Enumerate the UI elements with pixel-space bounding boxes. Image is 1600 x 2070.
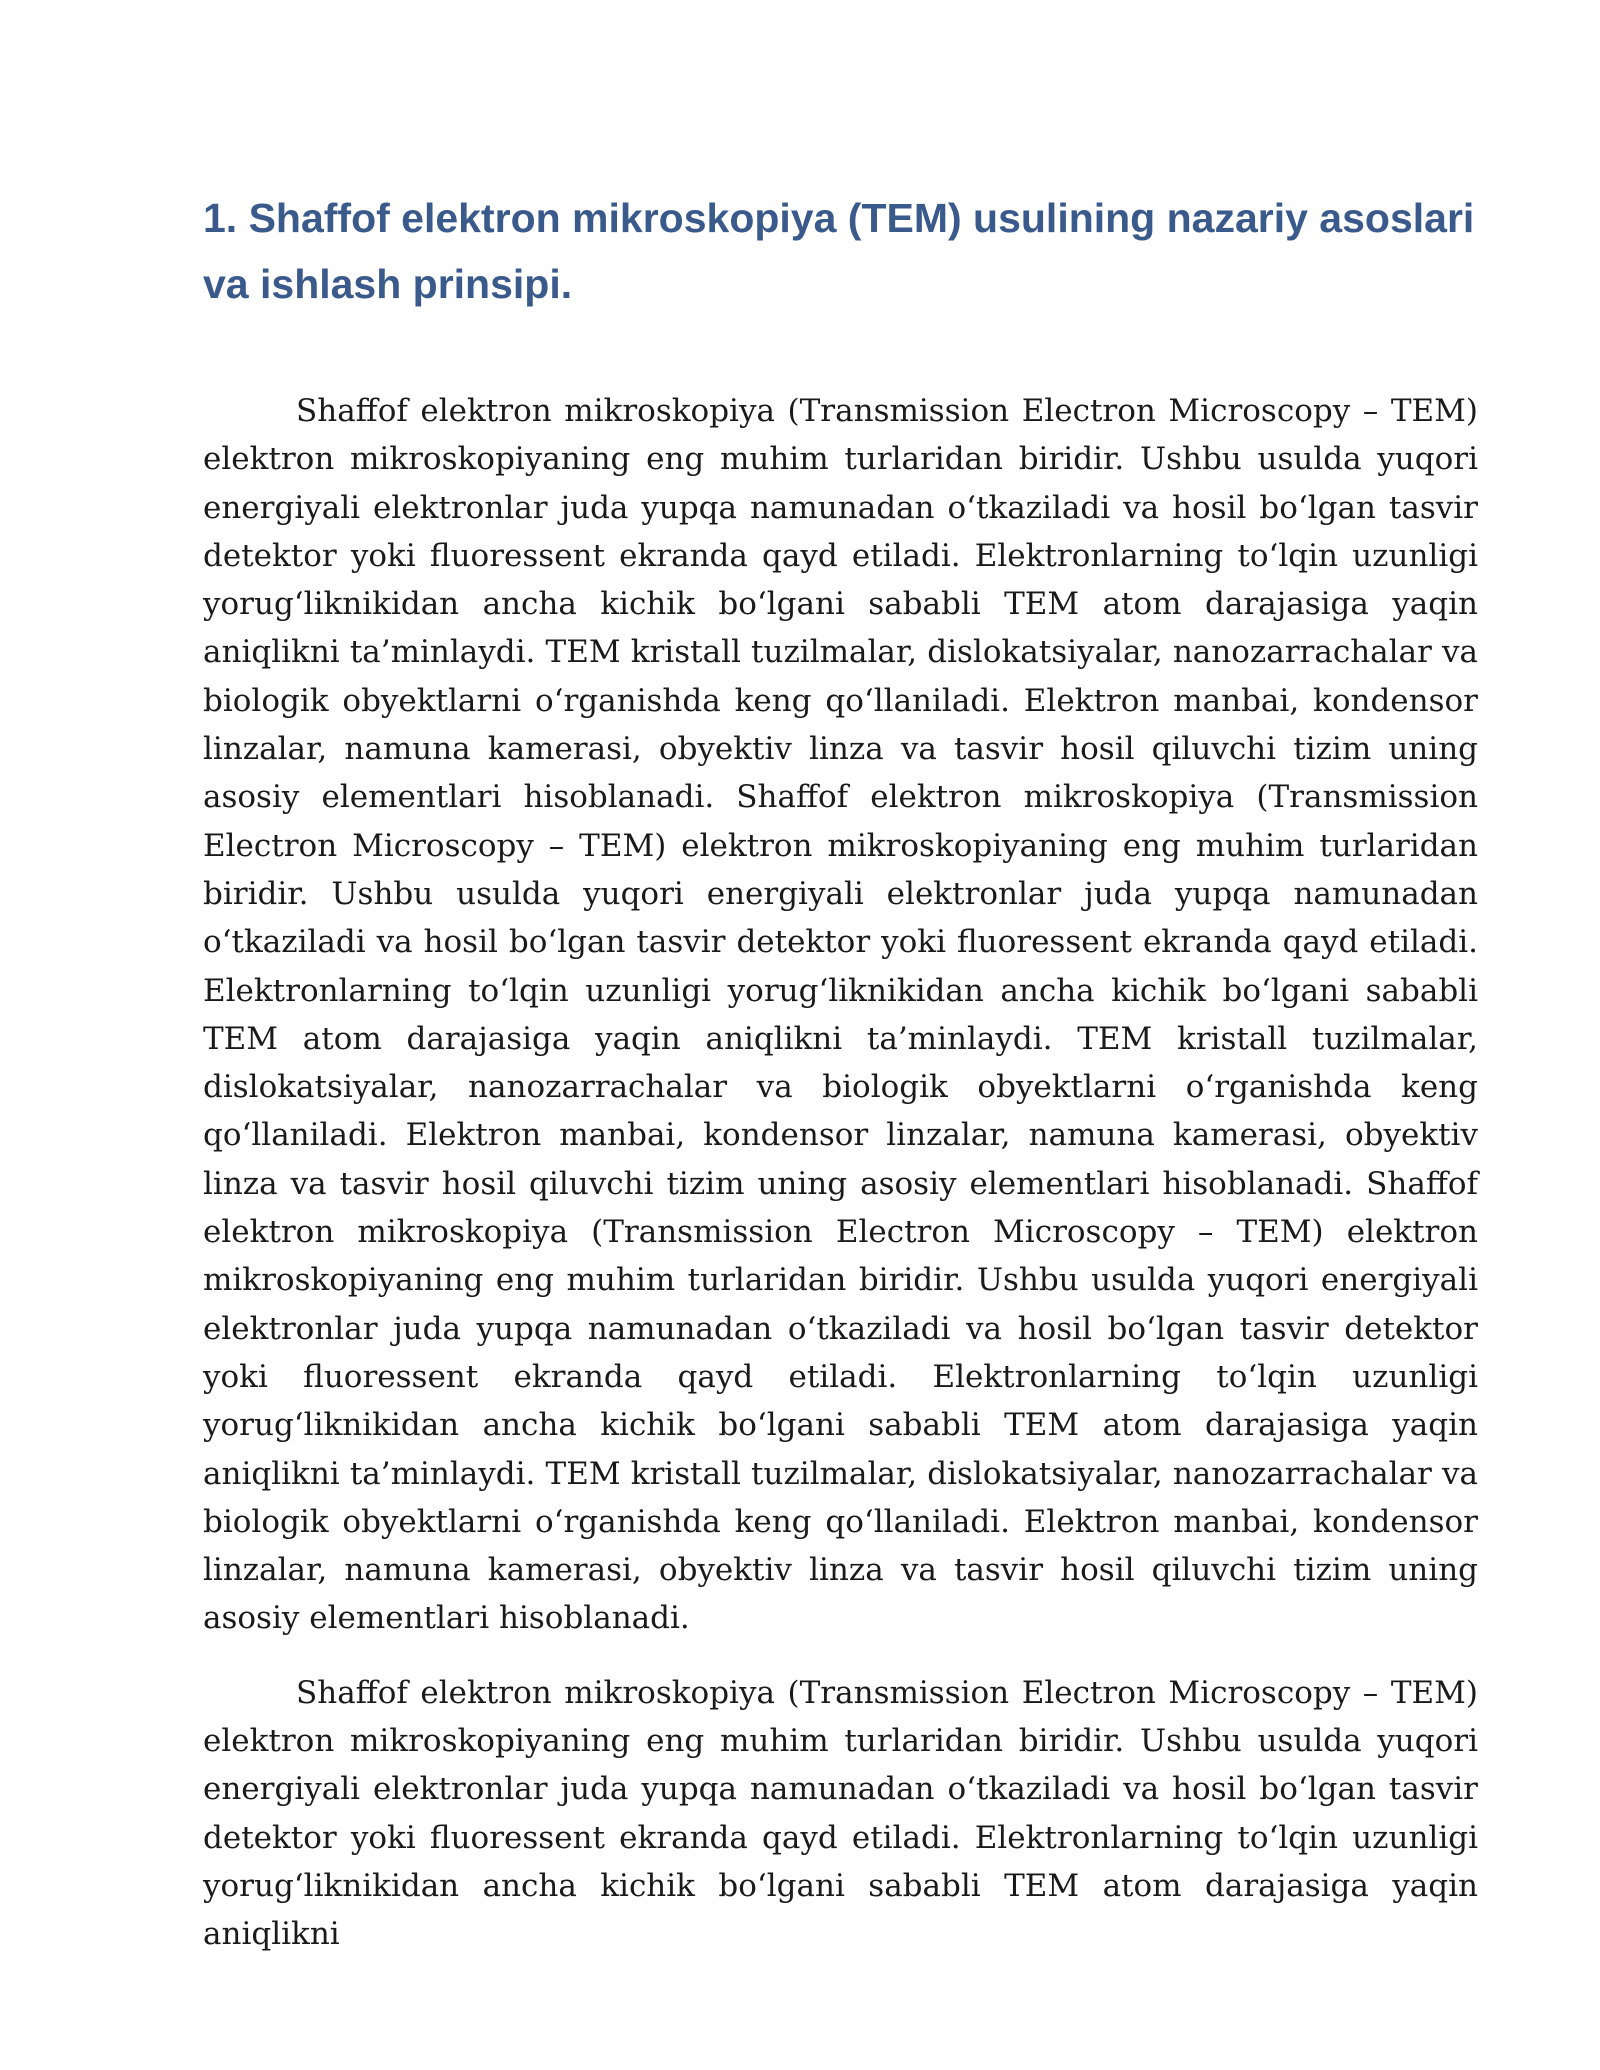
document-body	[203, 185, 1478, 1959]
body-paragraph-1: Shaffof elektron mikroskopiya (Transmission Electron Microscopy – TEM) elektron mikroskopiyaning eng muhim turlaridan biridir. Ushbu usulda yuqori energiyali elektronlar juda yupqa namunadan o‘tkaziladi va hosil bo‘lgan tasvir detektor yoki fluoressent ekranda qayd etiladi. Elektronlarning to‘lqin uzunligi yorug‘liknikidan ancha kichik bo‘lgani sababli TEM atom darajasiga yaqin aniqlikni ta’minlaydi. TEM kristall tuzilmalar, dislokatsiyalar, nanozarrachalar va biologik obyektlarni o‘rganishda keng qo‘llaniladi. Elektron manbai, kondensor linzalar, namuna kamerasi, obyektiv linza va tasvir hosil qiluvchi tizim uning asosiy elementlari hisoblanadi. Shaffof elektron mikroskopiya (Transmission Electron Microscopy – TEM) elektron mikroskopiyaning eng muhim turlaridan biridir. Ushbu usulda yuqori energiyali elektronlar juda yupqa namunadan o‘tkaziladi va hosil bo‘lgan tasvir detektor yoki fluoressent ekranda qayd etiladi. Elektronlarning to‘lqin uzunligi yorug‘liknikidan ancha kichik bo‘lgani sababli TEM atom darajasiga yaqin aniqlikni ta’minlaydi. TEM kristall tuzilmalar, dislokatsiyalar, nanozarrachalar va biologik obyektlarni o‘rganishda keng qo‘llaniladi. Elektron manbai, kondensor linzalar, namuna kamerasi, obyektiv linza va tasvir hosil qiluvchi tizim uning asosiy elementlari hisoblanadi. Shaffof elektron mikroskopiya (Transmission Electron Microscopy – TEM) elektron mikroskopiyaning eng muhim turlaridan biridir. Ushbu usulda yuqori energiyali elektronlar juda yupqa namunadan o‘tkaziladi va hosil bo‘lgan tasvir detektor yoki fluoressent ekranda qayd etiladi. Elektronlarning to‘lqin uzunligi yorug‘liknikidan ancha kichik bo‘lgani sababli TEM atom darajasiga yaqin aniqlikni ta’minlaydi. TEM kristall tuzilmalar, dislokatsiyalar, nanozarrachalar va biologik obyektlarni o‘rganishda keng qo‘llaniladi. Elektron manbai, kondensor linzalar, namuna kamerasi, obyektiv linza va tasvir hosil qiluvchi tizim uning asosiy elementlari hisoblanadi.	[203, 393, 1478, 1637]
section-heading: 1. Shaffof elektron mikroskopiya (TEM) usulining nazariy asoslari va ishlash prinsipi.	[203, 195, 1475, 307]
body-paragraph-2: Shaffof elektron mikroskopiya (Transmission Electron Microscopy – TEM) elektron mikroskopiyaning eng muhim turlaridan biridir. Ushbu usulda yuqori energiyali elektronlar juda yupqa namunadan o‘tkaziladi va hosil bo‘lgan tasvir detektor yoki fluoressent ekranda qayd etiladi. Elektronlarning to‘lqin uzunligi yorug‘liknikidan ancha kichik bo‘lgani sababli TEM atom darajasiga yaqin aniqlikni	[203, 1674, 1478, 1953]
